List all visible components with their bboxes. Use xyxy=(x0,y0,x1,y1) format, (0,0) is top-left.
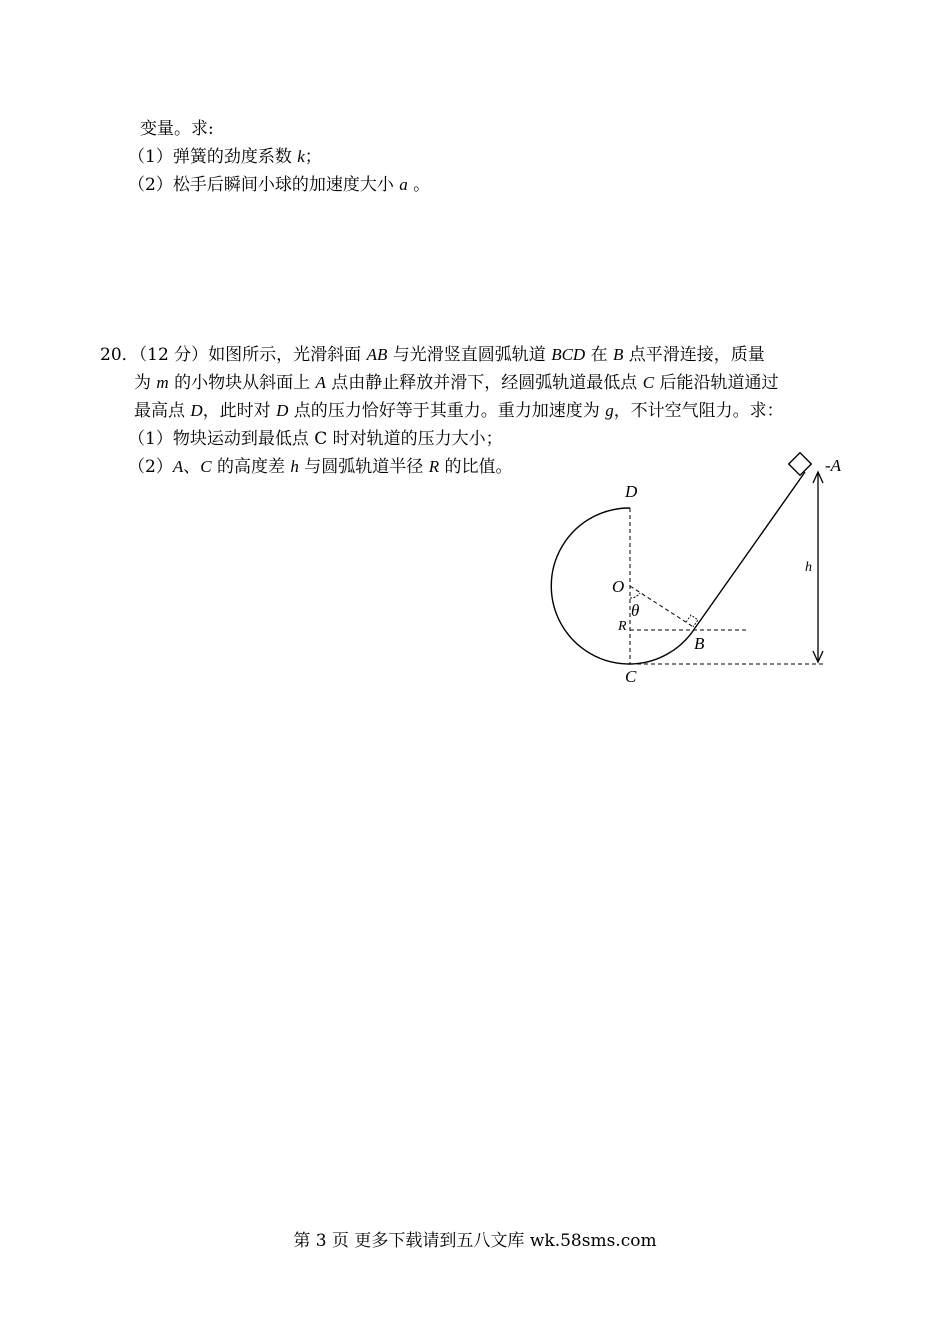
math-var: m xyxy=(156,373,169,392)
math-var: A xyxy=(172,457,184,476)
math-var: h xyxy=(290,457,299,476)
q20-line1-runs xyxy=(208,345,765,365)
block xyxy=(789,453,812,476)
text-run: 与圆弧轨道半径 xyxy=(298,457,429,477)
text-run: 点由静止释放并滑下，经圆弧轨道最低点 xyxy=(325,373,643,393)
text-run: ，此时对 xyxy=(202,401,277,421)
prev-question-line: 变量。求: xyxy=(140,119,214,139)
label-theta: θ xyxy=(631,601,640,620)
text-run: 点平滑连接，质量 xyxy=(623,345,765,365)
text-run: 、 xyxy=(183,457,201,477)
incline-ab xyxy=(695,472,805,628)
q20-sub1: （1）物块运动到最低点 C 时对轨道的压力大小； xyxy=(128,429,503,449)
q20-line2 xyxy=(134,372,778,394)
question-score: （12 分） xyxy=(138,345,209,365)
label-d: D xyxy=(625,482,638,501)
text-run: 的高度差 xyxy=(211,457,291,477)
label-o: O xyxy=(612,577,625,596)
text-run: 如图所示，光滑斜面 xyxy=(208,345,367,365)
text-run: 为 xyxy=(134,373,157,393)
text-run: ，不计空气阻力。求： xyxy=(613,401,784,421)
text-run: 的比值。 xyxy=(439,457,513,477)
math-var: BCD xyxy=(551,345,586,364)
sub2-suffix: 。 xyxy=(407,175,431,195)
label-b: B xyxy=(694,634,705,653)
math-var: D xyxy=(190,401,203,420)
text-run: 后能沿轨道通过 xyxy=(654,373,779,393)
math-var: R xyxy=(428,457,440,476)
math-var: g xyxy=(605,401,614,420)
text-run: 最高点 xyxy=(134,401,191,421)
text-run: 点的压力恰好等于其重力。重力加速度为 xyxy=(288,401,606,421)
math-var: C xyxy=(642,373,655,392)
text-run: 的小物块从斜面上 xyxy=(168,373,316,393)
sub2-text: （2）松手后瞬间小球的加速度大小 xyxy=(128,175,400,195)
prev-question-sub2 xyxy=(128,174,430,196)
math-var: D xyxy=(276,401,289,420)
sub1-text: （1）弹簧的劲度系数 xyxy=(128,147,298,167)
q20-line1 xyxy=(100,344,765,366)
text-run: （2） xyxy=(128,457,173,477)
text-run: 在 xyxy=(585,345,613,365)
sub1-suffix: ； xyxy=(304,147,322,167)
label-h: h xyxy=(805,560,812,575)
page-footer: 第 3 页 更多下载请到五八文库 wk.58sms.com xyxy=(293,1231,657,1251)
sub1-var: k xyxy=(297,147,305,166)
math-var: AB xyxy=(366,345,388,364)
question-number: 20． xyxy=(100,345,139,365)
text-run: 与光滑竖直圆弧轨道 xyxy=(387,345,552,365)
label-c: C xyxy=(625,667,637,686)
math-var: C xyxy=(200,457,212,476)
q20-line3 xyxy=(134,400,784,422)
label-r: R xyxy=(618,619,627,634)
q20-sub2 xyxy=(128,456,512,478)
angle-arc xyxy=(630,593,640,598)
math-var: B xyxy=(613,345,624,364)
math-var: A xyxy=(315,373,326,392)
label-a: -A xyxy=(825,456,842,475)
track-diagram xyxy=(545,450,855,690)
prev-question-sub1 xyxy=(128,146,322,168)
radius-ob xyxy=(630,586,695,628)
sub2-var: a xyxy=(399,175,408,194)
